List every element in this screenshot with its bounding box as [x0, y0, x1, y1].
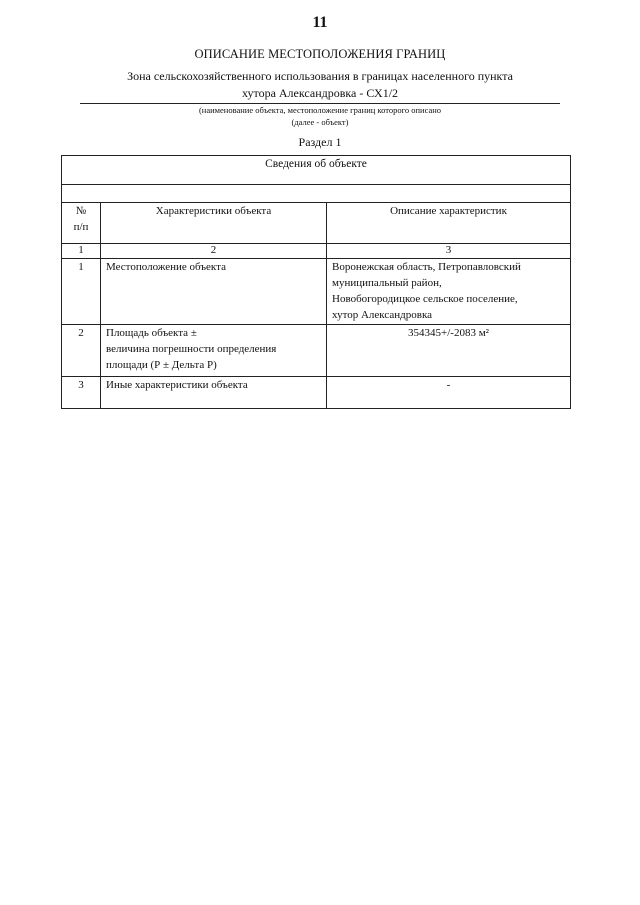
row-num: 2 [62, 325, 101, 377]
row-characteristic [101, 325, 327, 377]
characteristic-line: величина погрешности определения [106, 343, 277, 355]
object-name-caption [80, 104, 560, 128]
description-line: муниципальный район, [332, 277, 442, 289]
header-num [62, 203, 101, 244]
characteristic-line: Иные характеристики объекта [106, 379, 248, 391]
row-num: 3 [62, 377, 101, 409]
caption-line-2: (далее - объект) [291, 117, 349, 127]
table-row [62, 259, 571, 325]
description-line: хутор Александровка [332, 309, 433, 321]
table-caption-row [62, 156, 571, 185]
description-line: Воронежская область, Петропавловский [332, 261, 521, 273]
row-characteristic [101, 377, 327, 409]
table-caption: Сведения об объекте [62, 156, 571, 185]
object-name [80, 68, 560, 104]
column-number-row [62, 244, 571, 259]
header-description: Описание характеристик [327, 203, 571, 244]
header-characteristic: Характеристики объекта [101, 203, 327, 244]
row-description [327, 259, 571, 325]
row-description: - [327, 377, 571, 409]
page-number: 11 [312, 14, 328, 31]
characteristic-line: Площадь объекта ± [106, 327, 197, 339]
characteristic-line: площади (Р ± Дельта Р) [106, 359, 217, 371]
characteristic-line: Местоположение объекта [106, 261, 226, 273]
column-number-3: 3 [327, 244, 571, 259]
blank-cell [62, 185, 571, 203]
column-number-2: 2 [101, 244, 327, 259]
object-name-line-1: Зона сельскохозяйственного использования в границах населенного пункта [127, 69, 513, 83]
column-number-1: 1 [62, 244, 101, 259]
row-description: 354345+/-2083 м² [327, 325, 571, 377]
table-row [62, 377, 571, 409]
table-header-row [62, 203, 571, 244]
section-label: Раздел 1 [298, 135, 342, 149]
row-characteristic [101, 259, 327, 325]
object-name-line-2: хутора Александровка - СХ1/2 [241, 86, 399, 100]
table-blank-row [62, 185, 571, 203]
row-num: 1 [62, 259, 101, 325]
caption-line-1: (наименование объекта, местоположение границ которого описано [198, 105, 442, 115]
header-num-line-1: № [75, 205, 87, 217]
table-row [62, 325, 571, 377]
object-info-table [61, 155, 571, 409]
description-line: Новобогородицкое сельское поселение, [332, 293, 518, 305]
document-title: ОПИСАНИЕ МЕСТОПОЛОЖЕНИЯ ГРАНИЦ [194, 47, 446, 61]
header-num-line-2: п/п [73, 221, 89, 233]
